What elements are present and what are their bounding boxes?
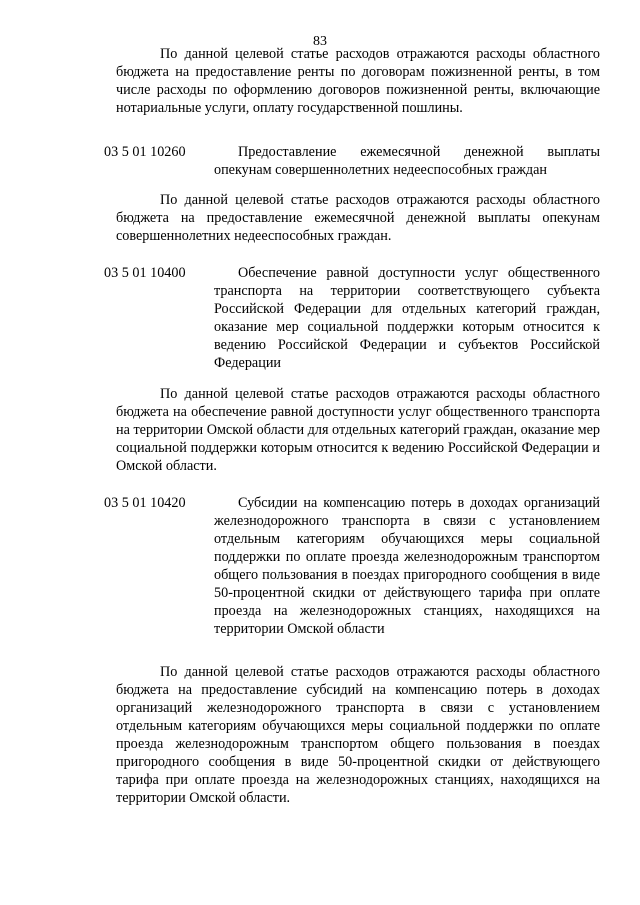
paragraph-guardians: По данной целевой статье расходов отражаются расходы областного бюджета на предоставление ежемесячной денежной выплаты опекунам совершеннолетних недееспособных граждан. bbox=[116, 192, 600, 244]
entry-code: 03 5 01 10420 bbox=[104, 495, 186, 511]
entry-description: Предоставление ежемесячной денежной выплаты опекунам совершеннолетних недееспособных граждан bbox=[214, 144, 600, 178]
page-number: 83 bbox=[313, 34, 327, 49]
paragraph-transport: По данной целевой статье расходов отражаются расходы областного бюджета на обеспечение равной доступности услуг общественного транспорта на территории Омской области для отдельных категорий граждан, оказание мер социальной поддержки которым относится к ведению Российской Федерации и Омской области. bbox=[116, 386, 600, 474]
entry-description: Обеспечение равной доступности услуг общественного транспорта на территории соответствующего субъекта Российской Федерации для отдельных категорий граждан, оказание мер социальной поддержки которым относится к ведению Российской Федерации и субъектов Российской Федерации bbox=[214, 265, 600, 371]
entry-code: 03 5 01 10260 bbox=[104, 144, 186, 160]
entry-code: 03 5 01 10400 bbox=[104, 265, 186, 281]
entry-description: Субсидии на компенсацию потерь в доходах организаций железнодорожного транспорта в связи с установлением отдельным категориям обучающихся меры социальной поддержки по оплате проезда железнодорожным транспортом общего пользования в поездах пригородного сообщения в виде 50-процентной скидки от действующего тарифа при оплате проезда на железнодорожных станциях, находящихся на территории Омской области bbox=[214, 495, 600, 637]
paragraph-railway: По данной целевой статье расходов отражаются расходы областного бюджета на предоставление субсидий на компенсацию потерь в доходах организаций железнодорожного транспорта в связи с установлением отдельным категориям обучающихся меры социальной поддержки по оплате проезда железнодорожным транспортом общего пользования в поездах пригородного сообщения в виде 50-процентной скидки от действующего тарифа при оплате проезда на железнодорожных станциях, находящихся на территории Омской области. bbox=[116, 664, 600, 806]
paragraph-rent: По данной целевой статье расходов отражаются расходы областного бюджета на предоставление ренты по договорам пожизненной ренты, в том числе расходы по оформлению договоров пожизненной ренты, включающие нотариальные услуги, оплату государственной пошлины. bbox=[116, 46, 600, 116]
